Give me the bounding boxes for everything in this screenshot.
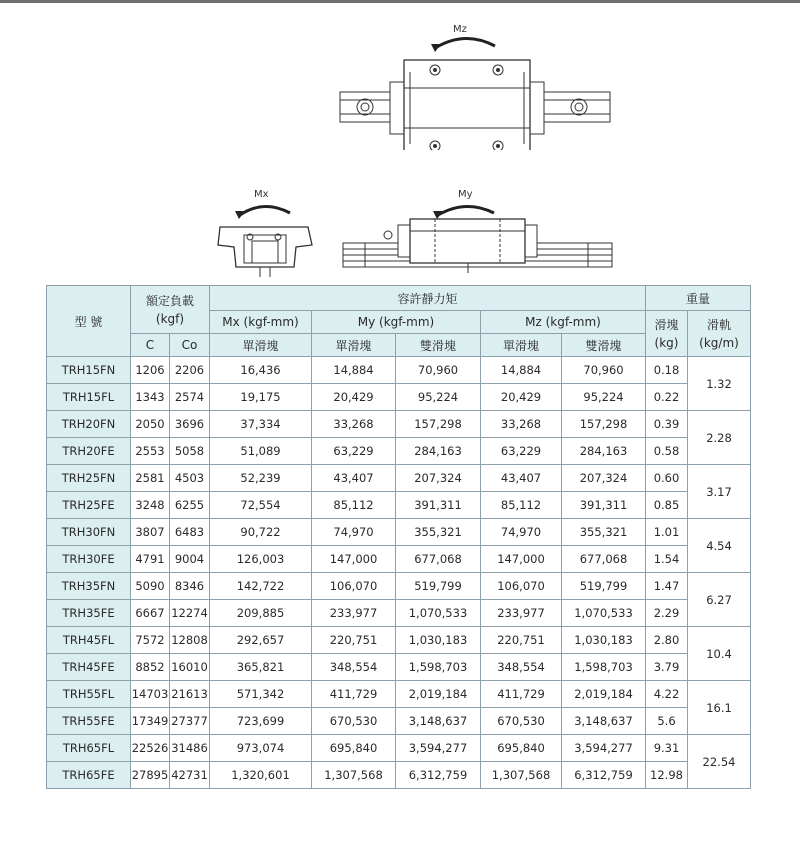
table-row (47, 384, 751, 411)
cell-block-weight: 9.31 (646, 735, 688, 762)
cell-my-double: 519,799 (396, 573, 481, 600)
cell-C: 2050 (131, 411, 170, 438)
cell-mz-double: 1,030,183 (562, 627, 646, 654)
cell-my-double: 391,311 (396, 492, 481, 519)
cell-block-weight: 2.29 (646, 600, 688, 627)
cell-C: 5090 (131, 573, 170, 600)
header-mx: Mx (kgf-mm) (210, 311, 312, 334)
table-row (47, 654, 751, 681)
cell-model: TRH65FL (47, 735, 131, 762)
cell-my-single: 106,070 (312, 573, 396, 600)
mx-label: Mx (254, 189, 269, 200)
table-row (47, 735, 751, 762)
cell-Co: 6255 (170, 492, 210, 519)
cell-my-double: 355,321 (396, 519, 481, 546)
cell-mz-single: 43,407 (481, 465, 562, 492)
top-divider (0, 0, 800, 3)
cell-model: TRH20FE (47, 438, 131, 465)
side-view-my-diagram (340, 185, 615, 280)
cell-Co: 12274 (170, 600, 210, 627)
cell-block-weight: 1.54 (646, 546, 688, 573)
cell-block-weight: 0.85 (646, 492, 688, 519)
cell-my-single: 233,977 (312, 600, 396, 627)
spec-table-container (46, 285, 751, 789)
table-row (47, 519, 751, 546)
cell-my-single: 74,970 (312, 519, 396, 546)
cell-model: TRH25FE (47, 492, 131, 519)
table-row (47, 708, 751, 735)
cell-C: 1343 (131, 384, 170, 411)
cell-C: 14703 (131, 681, 170, 708)
cell-Co: 6483 (170, 519, 210, 546)
spec-table (46, 285, 751, 789)
cell-C: 3248 (131, 492, 170, 519)
header-C: C (131, 334, 170, 357)
cell-Co: 8346 (170, 573, 210, 600)
cell-Co: 9004 (170, 546, 210, 573)
cell-Co: 42731 (170, 762, 210, 789)
cell-model: TRH55FL (47, 681, 131, 708)
cell-mx-single: 19,175 (210, 384, 312, 411)
cell-Co: 2206 (170, 357, 210, 384)
cell-model: TRH15FN (47, 357, 131, 384)
cell-mz-single: 147,000 (481, 546, 562, 573)
cell-mx-single: 51,089 (210, 438, 312, 465)
table-row (47, 600, 751, 627)
header-mx-single: 單滑塊 (210, 334, 312, 357)
cell-my-single: 348,554 (312, 654, 396, 681)
cell-Co: 3696 (170, 411, 210, 438)
header-Co: Co (170, 334, 210, 357)
cell-mz-double: 6,312,759 (562, 762, 646, 789)
cell-model: TRH30FN (47, 519, 131, 546)
cell-block-weight: 12.98 (646, 762, 688, 789)
cell-block-weight: 0.22 (646, 384, 688, 411)
cell-Co: 16010 (170, 654, 210, 681)
cell-my-single: 695,840 (312, 735, 396, 762)
cell-my-single: 220,751 (312, 627, 396, 654)
cell-my-double: 3,148,637 (396, 708, 481, 735)
cell-rail-weight: 1.32 (688, 357, 751, 411)
cell-my-single: 43,407 (312, 465, 396, 492)
cell-block-weight: 0.60 (646, 465, 688, 492)
cell-block-weight: 0.39 (646, 411, 688, 438)
cell-mz-single: 63,229 (481, 438, 562, 465)
table-row (47, 627, 751, 654)
cell-block-weight: 4.22 (646, 681, 688, 708)
cell-mx-single: 571,342 (210, 681, 312, 708)
top-view-mz-diagram (335, 10, 615, 150)
cell-mx-single: 973,074 (210, 735, 312, 762)
cell-model: TRH25FN (47, 465, 131, 492)
cell-mz-double: 1,070,533 (562, 600, 646, 627)
cell-rail-weight: 16.1 (688, 681, 751, 735)
cell-rail-weight: 10.4 (688, 627, 751, 681)
header-my-single: 單滑塊 (312, 334, 396, 357)
cell-my-double: 157,298 (396, 411, 481, 438)
table-row (47, 762, 751, 789)
cell-mz-double: 519,799 (562, 573, 646, 600)
cell-C: 6667 (131, 600, 170, 627)
cell-C: 7572 (131, 627, 170, 654)
cell-Co: 31486 (170, 735, 210, 762)
cell-my-double: 70,960 (396, 357, 481, 384)
cell-C: 2581 (131, 465, 170, 492)
cell-my-double: 6,312,759 (396, 762, 481, 789)
cell-my-double: 284,163 (396, 438, 481, 465)
cell-rail-weight: 6.27 (688, 573, 751, 627)
cell-mx-single: 292,657 (210, 627, 312, 654)
cell-mx-single: 723,699 (210, 708, 312, 735)
cell-rail-weight: 3.17 (688, 465, 751, 519)
cell-mz-single: 670,530 (481, 708, 562, 735)
cell-mx-single: 72,554 (210, 492, 312, 519)
cell-C: 27895 (131, 762, 170, 789)
cell-Co: 27377 (170, 708, 210, 735)
cell-my-double: 95,224 (396, 384, 481, 411)
header-mz-single: 單滑塊 (481, 334, 562, 357)
cell-block-weight: 1.01 (646, 519, 688, 546)
cell-C: 17349 (131, 708, 170, 735)
table-row (47, 357, 751, 384)
cell-mx-single: 126,003 (210, 546, 312, 573)
cell-Co: 2574 (170, 384, 210, 411)
cell-my-single: 1,307,568 (312, 762, 396, 789)
cell-mz-single: 1,307,568 (481, 762, 562, 789)
cell-mz-double: 3,594,277 (562, 735, 646, 762)
cell-model: TRH15FL (47, 384, 131, 411)
cell-model: TRH30FE (47, 546, 131, 573)
cell-rail-weight: 2.28 (688, 411, 751, 465)
cell-model: TRH35FN (47, 573, 131, 600)
cell-my-double: 1,598,703 (396, 654, 481, 681)
cell-block-weight: 3.79 (646, 654, 688, 681)
cell-mz-double: 207,324 (562, 465, 646, 492)
cell-model: TRH20FN (47, 411, 131, 438)
cell-Co: 12808 (170, 627, 210, 654)
cell-mx-single: 37,334 (210, 411, 312, 438)
cell-mz-single: 74,970 (481, 519, 562, 546)
cell-mz-double: 677,068 (562, 546, 646, 573)
cell-C: 1206 (131, 357, 170, 384)
cell-mx-single: 209,885 (210, 600, 312, 627)
table-row (47, 573, 751, 600)
cell-mx-single: 365,821 (210, 654, 312, 681)
table-row (47, 411, 751, 438)
cell-Co: 21613 (170, 681, 210, 708)
cell-mz-single: 20,429 (481, 384, 562, 411)
cell-mz-double: 355,321 (562, 519, 646, 546)
cell-C: 8852 (131, 654, 170, 681)
cell-my-double: 1,070,533 (396, 600, 481, 627)
header-mz: Mz (kgf-mm) (481, 311, 646, 334)
mz-label: Mz (453, 24, 467, 35)
cell-my-single: 670,530 (312, 708, 396, 735)
cell-mz-single: 220,751 (481, 627, 562, 654)
table-row (47, 546, 751, 573)
cell-block-weight: 0.18 (646, 357, 688, 384)
header-weight: 重量 (646, 286, 751, 311)
header-rated-load: 額定負載 (kgf) (131, 286, 210, 334)
cell-model: TRH45FL (47, 627, 131, 654)
header-rail-weight: 滑軌 (kg/m) (688, 311, 751, 357)
cell-mz-double: 284,163 (562, 438, 646, 465)
cell-mz-double: 70,960 (562, 357, 646, 384)
header-mz-double: 雙滑塊 (562, 334, 646, 357)
cell-mz-double: 95,224 (562, 384, 646, 411)
table-row (47, 465, 751, 492)
cell-mz-double: 391,311 (562, 492, 646, 519)
header-model: 型 號 (47, 286, 131, 357)
cell-model: TRH65FE (47, 762, 131, 789)
header-my: My (kgf-mm) (312, 311, 481, 334)
cell-mz-single: 106,070 (481, 573, 562, 600)
cell-model: TRH55FE (47, 708, 131, 735)
cell-mx-single: 90,722 (210, 519, 312, 546)
cell-rail-weight: 22.54 (688, 735, 751, 789)
cell-my-double: 2,019,184 (396, 681, 481, 708)
cell-block-weight: 0.58 (646, 438, 688, 465)
cell-mz-single: 33,268 (481, 411, 562, 438)
cell-mz-single: 695,840 (481, 735, 562, 762)
my-label: My (458, 189, 473, 200)
cell-mx-single: 142,722 (210, 573, 312, 600)
cell-my-double: 1,030,183 (396, 627, 481, 654)
cell-mz-single: 411,729 (481, 681, 562, 708)
cell-block-weight: 1.47 (646, 573, 688, 600)
cell-C: 3807 (131, 519, 170, 546)
cell-mz-single: 14,884 (481, 357, 562, 384)
cell-mx-single: 16,436 (210, 357, 312, 384)
spec-table-body (47, 357, 751, 789)
cell-block-weight: 2.80 (646, 627, 688, 654)
cell-model: TRH35FE (47, 600, 131, 627)
front-view-mx-diagram (212, 185, 317, 280)
cell-C: 2553 (131, 438, 170, 465)
cell-mz-double: 2,019,184 (562, 681, 646, 708)
cell-mz-double: 3,148,637 (562, 708, 646, 735)
cell-mz-single: 233,977 (481, 600, 562, 627)
cell-my-single: 63,229 (312, 438, 396, 465)
cell-my-double: 207,324 (396, 465, 481, 492)
cell-block-weight: 5.6 (646, 708, 688, 735)
cell-my-double: 677,068 (396, 546, 481, 573)
cell-my-single: 147,000 (312, 546, 396, 573)
cell-mz-single: 85,112 (481, 492, 562, 519)
table-row (47, 438, 751, 465)
header-block-weight: 滑塊 (kg) (646, 311, 688, 357)
table-row (47, 681, 751, 708)
cell-my-single: 85,112 (312, 492, 396, 519)
table-row (47, 492, 751, 519)
cell-mz-single: 348,554 (481, 654, 562, 681)
cell-my-single: 411,729 (312, 681, 396, 708)
cell-C: 22526 (131, 735, 170, 762)
cell-my-single: 20,429 (312, 384, 396, 411)
cell-my-single: 33,268 (312, 411, 396, 438)
cell-mz-double: 1,598,703 (562, 654, 646, 681)
header-static-moment: 容許靜力矩 (210, 286, 646, 311)
cell-Co: 5058 (170, 438, 210, 465)
cell-model: TRH45FE (47, 654, 131, 681)
cell-mz-double: 157,298 (562, 411, 646, 438)
cell-Co: 4503 (170, 465, 210, 492)
cell-my-double: 3,594,277 (396, 735, 481, 762)
header-my-double: 雙滑塊 (396, 334, 481, 357)
cell-mx-single: 52,239 (210, 465, 312, 492)
cell-rail-weight: 4.54 (688, 519, 751, 573)
cell-C: 4791 (131, 546, 170, 573)
cell-my-single: 14,884 (312, 357, 396, 384)
cell-mx-single: 1,320,601 (210, 762, 312, 789)
